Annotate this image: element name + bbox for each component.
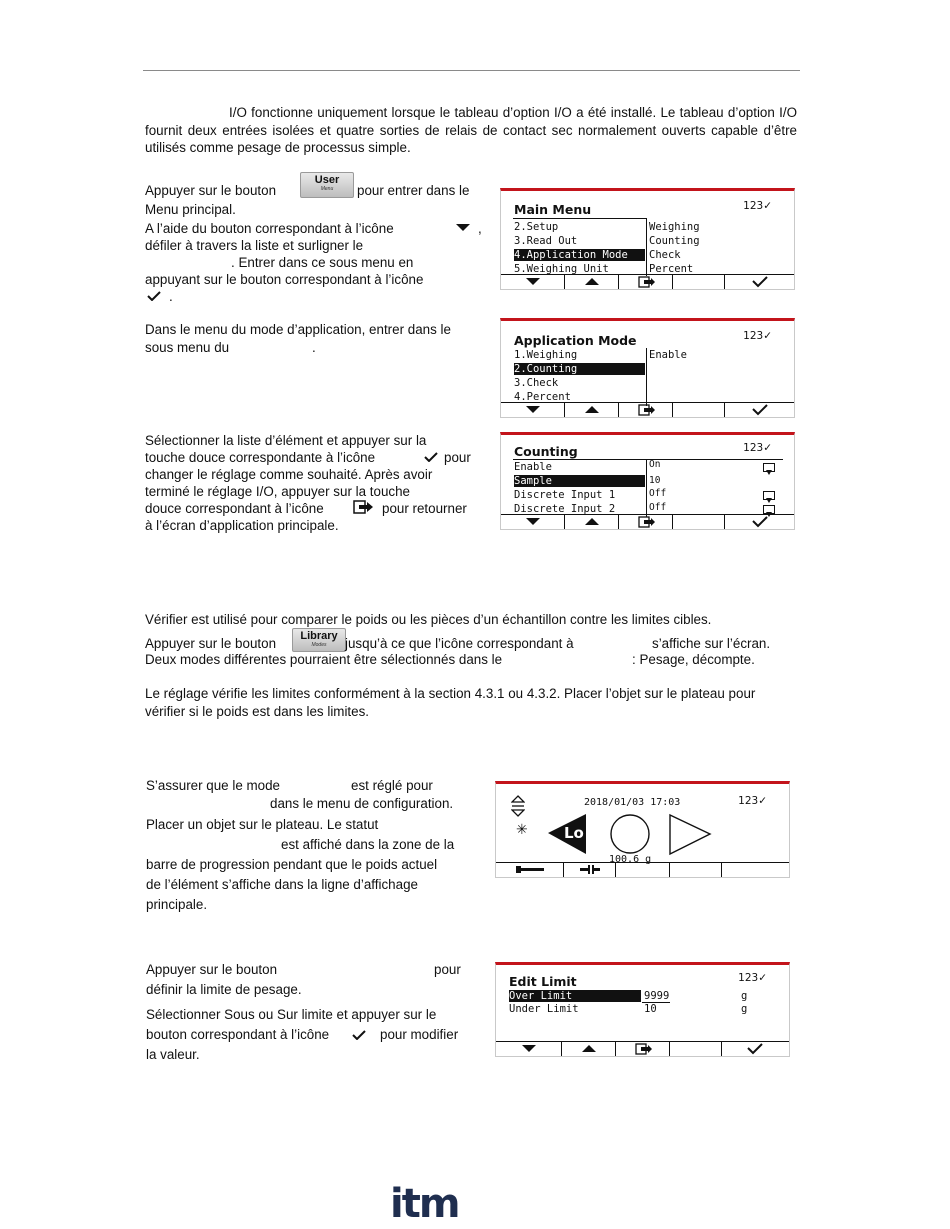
menu-item: 3.Check	[514, 377, 559, 389]
menu-item-selected: 2.Counting	[514, 363, 645, 375]
step5-line-b: définir la limite de pesage.	[146, 982, 302, 997]
down-arrow-icon	[501, 515, 565, 528]
step4-line-g: principale.	[146, 897, 208, 912]
exit-icon	[619, 403, 673, 416]
check-paragraph-3b: : Pesage, décompte.	[632, 652, 755, 667]
itm-logo: itm	[390, 1181, 459, 1227]
step5-line-a: Appuyer sur le bouton	[146, 962, 278, 977]
lo-label: Lo	[564, 824, 584, 842]
status-code: 123✓	[743, 330, 772, 342]
status-code: 123✓	[738, 972, 767, 984]
step3-line-a: Sélectionner la liste d’élément et appuyer sur la	[145, 433, 427, 448]
application-mode-screen	[500, 318, 795, 418]
down-arrow-icon	[501, 275, 565, 288]
menu-item: Discrete Input 1	[514, 489, 616, 501]
menu-value: Off	[649, 488, 667, 499]
step4-line-f: de l’élément s’affiche dans la ligne d’affichage	[146, 877, 418, 892]
step1-line-b: pour entrer dans le	[357, 183, 470, 198]
step4-line-e: barre de progression pendant que le poids actuel	[146, 857, 438, 872]
step5-line-d2: pour modifier	[380, 1027, 459, 1042]
step3-line-d: terminé le réglage I/O, appuyer sur la touche	[145, 484, 410, 499]
step4-line-b: dans le menu de configuration.	[270, 796, 454, 811]
up-arrow-icon	[565, 275, 619, 288]
step1-line-e: défiler à travers la liste et surligner le	[145, 238, 364, 253]
softkey-bar	[501, 402, 794, 417]
screen-title: Edit Limit	[509, 974, 577, 989]
menu-value: On	[649, 459, 661, 470]
step3-line-f: à l’écran d’application principale.	[145, 518, 339, 533]
step3-line-e: douce correspondant à l’icône	[145, 501, 324, 516]
limit-row-label: Under Limit	[509, 1003, 579, 1015]
softkey-bar	[496, 862, 789, 877]
screen-title: Counting	[514, 444, 578, 459]
step1-line-d2: ,	[478, 221, 482, 236]
step3-line-b2: pour	[444, 450, 471, 465]
step3-line-b: touche douce correspondante à l’icône	[145, 450, 376, 465]
up-arrow-icon	[562, 1042, 616, 1055]
step4-line-d: est affiché dans la zone de la	[281, 837, 455, 852]
down-arrow-icon	[456, 224, 470, 232]
library-icon	[564, 863, 616, 876]
wrench-icon	[496, 863, 564, 876]
library-button-image: Library Modes	[292, 628, 346, 652]
dropdown-icon	[763, 491, 775, 500]
limit-row-unit: g	[741, 990, 748, 1002]
status-code: 123✓	[743, 442, 772, 454]
step5-line-a2: pour	[434, 962, 461, 977]
softkey-bar	[496, 1041, 789, 1056]
asterisk-icon: ✳	[516, 821, 528, 837]
step2-line-b: sous menu du	[145, 340, 230, 355]
menu-value: Check	[649, 249, 681, 261]
exit-icon	[616, 1042, 670, 1055]
screen-title: Main Menu	[514, 202, 592, 217]
softkey-bar	[501, 514, 794, 529]
menu-item: 4.Percent	[514, 391, 571, 403]
menu-value: Percent	[649, 263, 694, 275]
exit-icon	[619, 275, 673, 288]
step2-line-a: Dans le menu du mode d’application, entrer dans le	[145, 322, 451, 337]
step5-line-c: Sélectionner Sous ou Sur limite et appuyer sur le	[146, 1007, 437, 1022]
checkmark-icon	[725, 403, 795, 416]
step1-line-a: Appuyer sur le bouton	[145, 183, 277, 198]
limit-row-unit: g	[741, 1003, 748, 1015]
step3-line-c: changer le réglage comme souhaité. Après avoir	[145, 467, 433, 482]
datetime: 2018/01/03 17:03	[584, 797, 681, 808]
up-arrow-icon	[565, 515, 619, 528]
check-paragraph-2c: s’affiche sur l’écran.	[652, 636, 771, 651]
menu-item-selected: 4.Application Mode	[514, 249, 645, 261]
step4-line-a2: est réglé pour	[351, 778, 433, 793]
check-paragraph-3a: Deux modes différentes pourraient être sélectionnés dans le	[145, 652, 503, 667]
intro-paragraph: I/O fonctionne uniquement lorsque le tableau d’option I/O a été installé. Le tableau d’option I/O fournit deux entrées isolées et quatre sorties de relais de contact sec normalement ouverts capable d’être utilisés comme pesage de processus simple.	[145, 105, 797, 155]
step1-line-d: A l’aide du bouton correspondant à l’icône	[145, 221, 394, 236]
up-arrow-icon	[565, 403, 619, 416]
checkmark-icon	[725, 515, 795, 528]
exit-icon	[619, 515, 673, 528]
menu-value: Off	[649, 502, 667, 513]
step1-line-h: .	[169, 289, 173, 304]
checkmark-icon	[424, 452, 438, 462]
step3-line-e2: pour retourner	[382, 501, 467, 516]
step1-line-g: appuyant sur le bouton correspondant à l’icône	[145, 272, 424, 287]
check-paragraph-4: Le réglage vérifie les limites conformément à la section 4.3.1 ou 4.3.2. Placer l’objet sur le plateau pour vérifier si le poids est dans les limites.	[145, 686, 756, 719]
counting-screen	[500, 432, 795, 530]
exit-icon	[353, 500, 375, 514]
header-rule	[143, 70, 800, 71]
menu-item: 5.Weighing Unit	[514, 263, 609, 275]
status-code: 123✓	[738, 795, 767, 807]
menu-item: 1.Weighing	[514, 349, 578, 361]
step2-line-c: .	[312, 340, 316, 355]
checkmark-icon	[725, 275, 795, 288]
step4-line-c: Placer un objet sur le plateau. Le statut	[146, 817, 379, 832]
screen-title: Application Mode	[514, 333, 637, 348]
status-code: 123✓	[743, 200, 772, 212]
menu-value: Weighing	[649, 221, 700, 233]
step4-line-a: S’assurer que le mode	[146, 778, 280, 793]
main-menu-screen	[500, 188, 795, 290]
checkmark-icon	[147, 291, 161, 301]
dropdown-icon	[763, 463, 775, 472]
weight-readout: 100.6 g	[609, 854, 652, 865]
check-paragraph-2a: Appuyer sur le bouton	[145, 636, 277, 651]
limit-row-value: 10	[644, 1003, 657, 1015]
menu-value: Enable	[649, 349, 687, 361]
step5-line-e: la valeur.	[146, 1047, 200, 1062]
check-paragraph-1: Vérifier est utilisé pour comparer le poids ou les pièces d’un échantillon contre les limites cibles.	[145, 612, 712, 627]
dropdown-icon	[763, 505, 775, 514]
step1-line-f: . Entrer dans ce sous menu en	[231, 255, 414, 270]
step1-line-c: Menu principal.	[145, 202, 236, 217]
limit-row-label-selected: Over Limit	[509, 990, 641, 1002]
softkey-bar	[501, 274, 794, 289]
checkmark-icon	[722, 1042, 790, 1055]
menu-item: 2.Setup	[514, 221, 559, 233]
menu-item: Enable	[514, 461, 552, 473]
down-arrow-icon	[501, 403, 565, 416]
limit-row-value: 9999	[644, 990, 670, 1002]
down-arrow-icon	[496, 1042, 562, 1055]
menu-value: Counting	[649, 235, 700, 247]
edit-limit-screen	[495, 962, 790, 1057]
check-weighing-screen	[495, 781, 790, 878]
user-menu-button-image: User Menu	[300, 172, 354, 198]
stability-icon	[511, 795, 525, 817]
checkmark-icon	[352, 1030, 366, 1040]
check-paragraph-2b: jusqu’à ce que l’icône correspondant à	[345, 636, 574, 651]
menu-item-selected: Sample	[514, 475, 645, 487]
step5-line-d: bouton correspondant à l’icône	[146, 1027, 330, 1042]
menu-value: 10	[649, 475, 661, 486]
menu-item: 3.Read Out	[514, 235, 578, 247]
menu-item: Discrete Input 2	[514, 503, 616, 515]
